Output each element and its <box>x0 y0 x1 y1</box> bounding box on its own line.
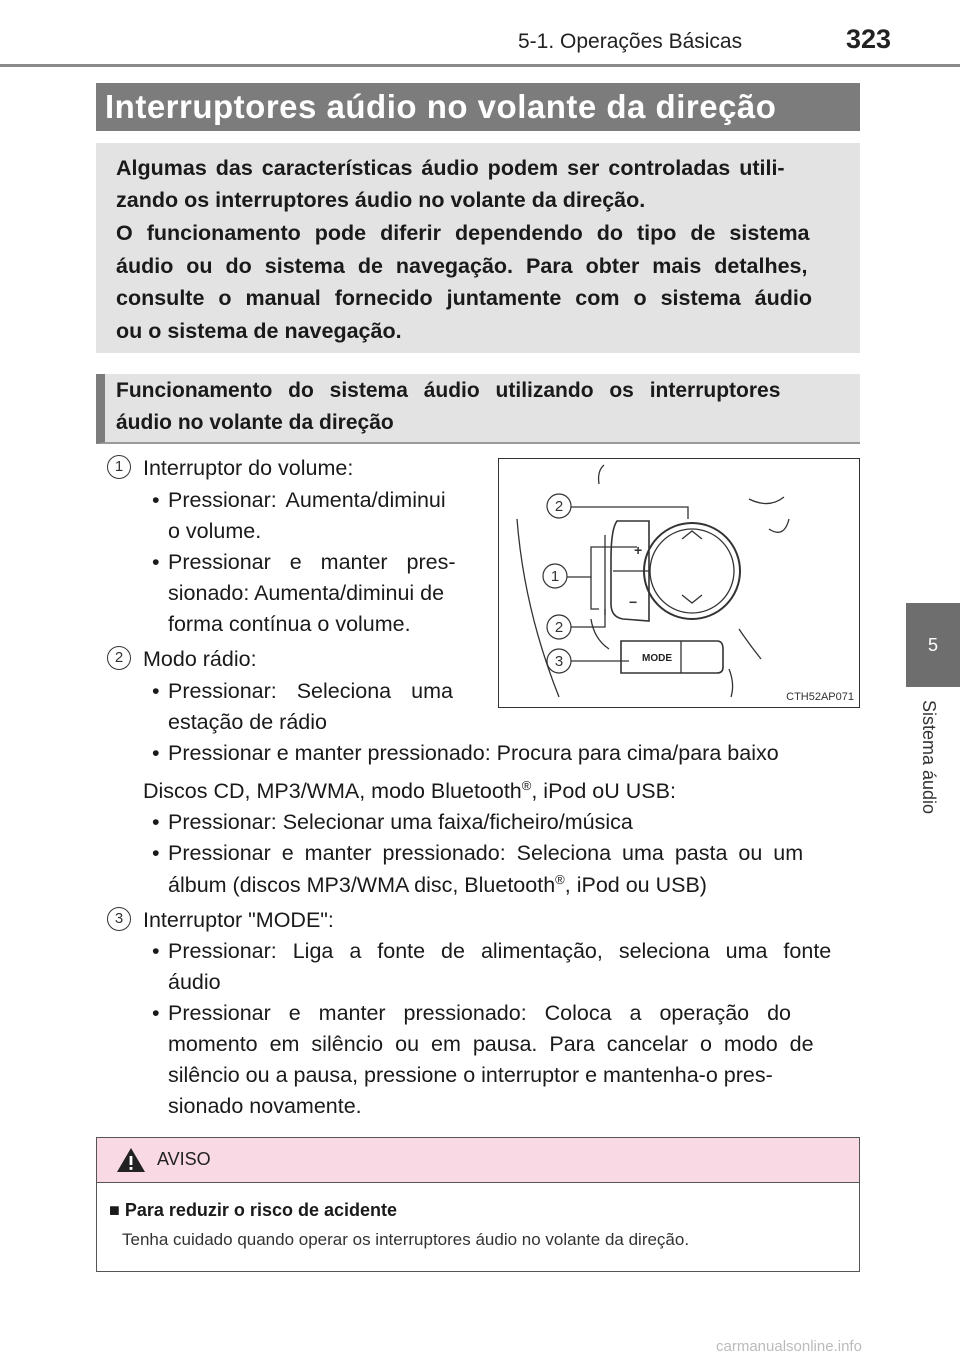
figure-callout: 3 <box>554 653 564 670</box>
disc-mode-heading: Discos CD, MP3/WMA, modo Bluetooth®, iPod oU USB: <box>143 778 676 804</box>
bullet-text: • Pressionar: Selecionar uma faixa/ficheiro/música <box>168 810 633 835</box>
page-title-bar <box>96 83 860 131</box>
bullet-text: momento em silêncio ou em pausa. Para cancelar o modo de <box>168 1032 814 1056</box>
warning-header <box>97 1138 859 1183</box>
bullet-text: álbum (discos MP3/WMA disc, Bluetooth®, iPod ou USB) <box>168 872 707 898</box>
bullet-text: sionado novamente. <box>168 1094 362 1118</box>
item-number-badge: 1 <box>107 455 131 479</box>
figure-code: CTH52AP071 <box>786 691 854 703</box>
bullet-text: silêncio ou a pausa, pressione o interruptor e mantenha-o pres- <box>168 1063 773 1087</box>
bullet-text: • Pressionar e manter pressionado: Procura para cima/para baixo <box>168 741 779 766</box>
page-title: Interruptores aúdio no volante da direção <box>105 88 777 125</box>
bullet-text: • Pressionar: Seleciona uma <box>168 679 453 704</box>
intro-line: ou o sistema de navegação. <box>116 319 402 343</box>
bullet-text: sionado: Aumenta/diminui de <box>168 581 445 605</box>
section-title: 5-1. Operações Básicas <box>518 30 743 53</box>
chapter-tab[interactable]: 5 <box>906 603 960 687</box>
plus-label: + <box>634 542 643 558</box>
bullet-text: áudio <box>168 970 221 994</box>
item-heading: Modo rádio: <box>143 647 257 671</box>
warning-body: Tenha cuidado quando operar os interruptores áudio no volante da direção. <box>122 1230 690 1249</box>
bullet-text: • Pressionar e manter pressionado: Coloca a operação do <box>168 1001 791 1026</box>
intro-line: Algumas das características áudio podem ser controladas utili- <box>116 156 785 180</box>
bullet-text: estação de rádio <box>168 710 327 734</box>
bullet-text: • Pressionar: Aumenta/diminui <box>168 488 446 513</box>
watermark: carmanualsonline.info <box>716 1338 862 1355</box>
bullet-text: forma contínua o volume. <box>168 612 411 636</box>
warning-triangle-icon <box>116 1147 146 1173</box>
warning-title: ■ Para reduzir o risco de acidente <box>109 1200 397 1220</box>
item-number-badge: 3 <box>107 907 131 931</box>
header-rule <box>0 64 960 67</box>
bullet-text: o volume. <box>168 519 262 543</box>
subheading-line: áudio no volante da direção <box>116 411 394 434</box>
warning-box <box>96 1137 860 1272</box>
page-number: 323 <box>846 24 892 54</box>
mode-button-label: MODE <box>642 653 672 664</box>
steering-switch-illustration <box>499 459 859 707</box>
steering-switch-figure <box>498 458 860 708</box>
item-heading: Interruptor do volume: <box>143 456 354 480</box>
bullet-text: • Pressionar e manter pres- <box>168 550 456 575</box>
intro-line: áudio ou do sistema de navegação. Para obter mais detalhes, <box>116 254 808 278</box>
square-bullet-icon: ■ <box>109 1200 120 1220</box>
warning-label: AVISO <box>157 1149 211 1169</box>
subheading-line: Funcionamento do sistema áudio utilizando os interruptores <box>116 379 781 402</box>
intro-line: zando os interruptores áudio no volante da direção. <box>116 188 646 212</box>
intro-line: consulte o manual fornecido juntamente com o sistema áudio <box>116 286 812 310</box>
bullet-text: • Pressionar e manter pressionado: Seleciona uma pasta ou um <box>168 841 803 866</box>
figure-callout: 1 <box>550 568 560 585</box>
item-heading: Interruptor "MODE": <box>143 908 334 932</box>
chapter-label: Sistema áudio <box>919 700 939 815</box>
bullet-text: • Pressionar: Liga a fonte de alimentação, seleciona uma fonte <box>168 939 831 964</box>
figure-callout: 2 <box>554 498 564 515</box>
intro-line: O funcionamento pode diferir dependendo do tipo de sistema <box>116 221 810 245</box>
figure-callout: 2 <box>554 619 564 636</box>
intro-box <box>96 143 860 353</box>
subheading-box <box>96 374 860 444</box>
minus-label: − <box>629 594 638 610</box>
item-number-badge: 2 <box>107 646 131 670</box>
